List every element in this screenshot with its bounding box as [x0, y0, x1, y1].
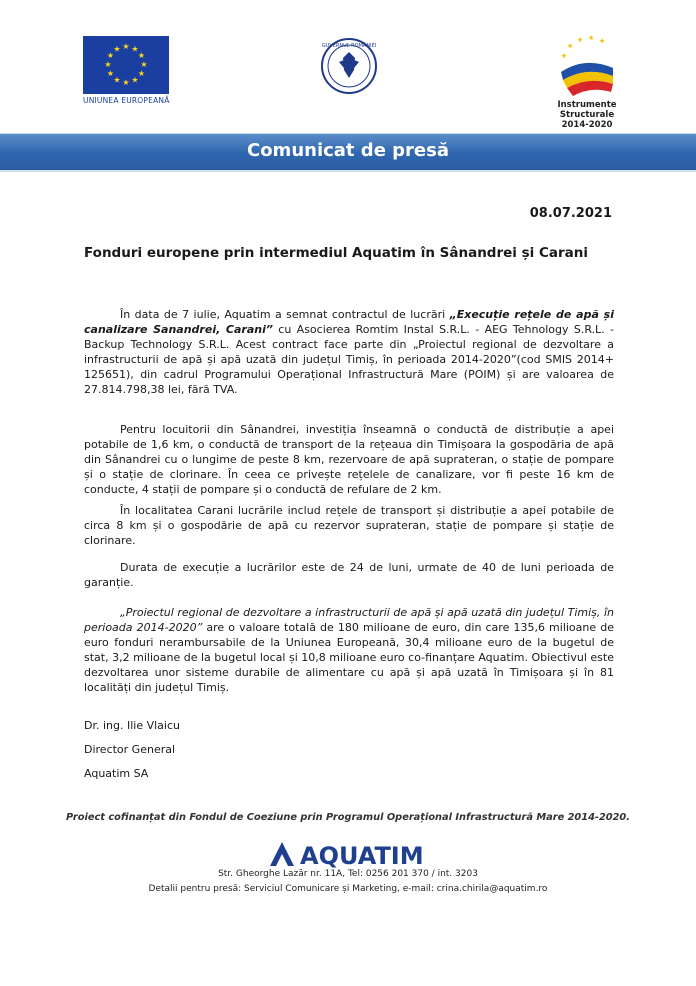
p2-text: Pentru locuitorii din Sânandrei, investiția înseamnă o conductă de distribuție a apei potabile de 1,6 km, o conductă de transport de la rețeaua din Timișoara la gospodăria de apă din Sânandrei cu o lungime de peste 8 km, rezervoare de apă suprateran, o stație de pompare și o stație de clorinare. În ceea ce privește rețelele de canalizare, vor fi peste 16 km de conducte, 4 stații de pompare și o conductă de refulare de 2 km.	[84, 423, 614, 496]
eu-stars-icon	[83, 36, 169, 94]
p4-text: Durata de execuție a lucrărilor este de 24 de luni, urmate de 40 de luni perioada de garanție.	[84, 561, 614, 589]
paragraph-5	[84, 605, 614, 695]
p5-text-b: are o valoare totală de 180 milioane de euro, din care 135,6 milioane de euro fonduri nerambursabile de la Uniunea Europeană, 30,4 milioane euro de la bugetul de stat, 3,2 milioane de la bugetul local și 10,8 milioane euro co-finanțare Aquatim. Obiectivul este dezvoltarea unor sisteme durabile de alimentare cu apă și apă uzată în Timișoara și în 81 localități din județul Timiș.	[84, 621, 614, 694]
svg-text:★: ★	[113, 75, 121, 85]
svg-text:★: ★	[599, 37, 606, 45]
signatory-name: Dr. ing. Ilie Vlaicu	[84, 719, 180, 732]
is-caption-line1: Instrumente Structurale	[557, 100, 617, 120]
signatory-org: Aquatim SA	[84, 767, 149, 780]
instrumente-structurale-caption	[532, 100, 642, 130]
is-caption-line2: 2014-2020	[561, 120, 613, 130]
svg-text:★: ★	[567, 42, 574, 50]
signatory-role: Director General	[84, 743, 176, 756]
footer-press-contact: Detalii pentru presă: Serviciul Comunicare și Marketing, e-mail: crina.chirila@aquatim.ro	[148, 884, 548, 894]
gov-logo-text: GUVERNUL ROMÂNIEI	[321, 43, 377, 49]
svg-text:★: ★	[113, 44, 121, 54]
svg-text:★: ★	[122, 78, 130, 87]
eu-flag-logo	[83, 36, 169, 94]
svg-text:★: ★	[577, 36, 584, 44]
svg-text:★: ★	[137, 51, 146, 60]
aquatim-logo-text: AQUATIM	[300, 842, 424, 868]
p1-text-c: cu Asocierea Romtim Instal S.R.L. - AEG Tehnology S.R.L. - Backup Technology S.R.L. Acest contract face parte din „Proiectul regional de dezvoltare a infrastructurii de apă și apă uzată din județul Timiș, în perioada 2014-2020”(cod SMIS 2014+ 125651), din cadrul Programului Operațional Infrastructură Mare (POIM) și are valoarea de 27.814.798,38 lei, fără TVA.	[84, 323, 614, 396]
p3-text: În localitatea Carani lucrările includ rețele de transport și distribuție a apei potabile de circa 8 km și o gospodărie de apă cu rezervor suprateran, stație de pompare și stație de clorinare.	[84, 504, 614, 547]
svg-text:★: ★	[106, 51, 115, 60]
svg-text:★: ★	[131, 44, 139, 54]
footer-address: Str. Gheorghe Lazăr nr. 11A, Tel: 0256 201 370 / int. 3203	[218, 869, 478, 879]
p1-text-a: În data de 7 iulie, Aquatim a semnat contractul de lucrări	[120, 308, 450, 321]
paragraph-3	[84, 503, 614, 548]
p1-contract-title: „Execuție rețele de apă și canalizare Sanandrei, Carani”	[84, 308, 614, 336]
paragraph-1	[84, 307, 614, 397]
svg-text:★: ★	[140, 60, 148, 69]
svg-text:★: ★	[104, 60, 112, 69]
svg-text:★: ★	[131, 75, 139, 85]
svg-text:★: ★	[106, 69, 115, 78]
banner-title: Comunicat de presă	[246, 140, 449, 161]
svg-text:★: ★	[588, 34, 595, 42]
instrumente-structurale-logo	[555, 34, 619, 100]
paragraph-2	[84, 422, 614, 497]
svg-text:★: ★	[137, 69, 146, 78]
svg-text:★: ★	[122, 42, 130, 51]
svg-text:★: ★	[561, 52, 568, 60]
romanian-government-logo	[321, 38, 377, 94]
release-date: 08.07.2021	[529, 206, 612, 221]
aquatim-logo	[268, 840, 428, 868]
eu-caption: UNIUNEA EUROPEANĂ	[83, 96, 170, 105]
headline: Fonduri europene prin intermediul Aquatim în Sânandrei și Carani	[84, 245, 588, 261]
p5-project-title: „Proiectul regional de dezvoltare a infrastructurii de apă și apă uzată din județul Timiș, în perioada 2014-2020”	[84, 606, 614, 634]
paragraph-4	[84, 560, 614, 590]
cofinancing-note: Proiect cofinanțat din Fondul de Coeziune prin Programul Operațional Infrastructură Mare 2014-2020.	[66, 812, 630, 823]
